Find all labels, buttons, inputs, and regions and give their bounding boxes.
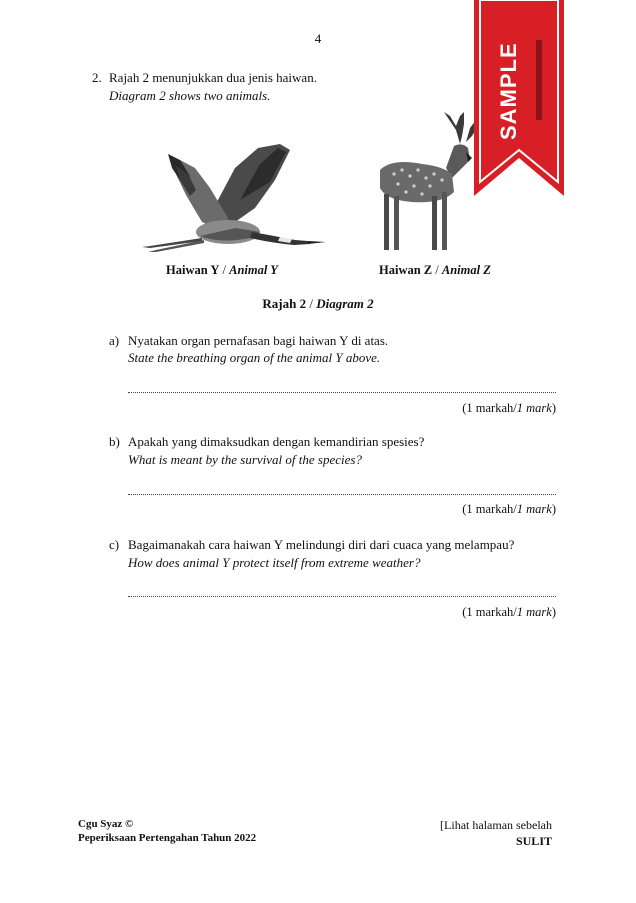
- caption-animal-y: Haiwan Y / Animal Y: [166, 263, 278, 277]
- subquestion-c-malay: Bagaimanakah cara haiwan Y melindungi diri dari cuaca yang melampau?: [128, 537, 515, 552]
- question-number: 2.: [92, 70, 102, 85]
- subquestion-c-english: How does animal Y protect itself from extreme weather?: [128, 555, 421, 570]
- question-intro-english: Diagram 2 shows two animals.: [109, 88, 271, 103]
- page-number: 4: [314, 31, 322, 46]
- answer-line-c[interactable]: [128, 596, 556, 597]
- footer-author: Cgu Syaz ©: [78, 818, 134, 830]
- footer-exam-name: Peperiksaan Pertengahan Tahun 2022: [78, 832, 257, 844]
- footer-next-page: [Lihat halaman sebelah: [440, 818, 552, 832]
- subquestion-c-letter: c): [109, 537, 120, 552]
- subquestion-a-malay: Nyatakan organ pernafasan bagi haiwan Y di atas.: [128, 333, 389, 348]
- sample-watermark-label: SAMPLE: [496, 42, 521, 140]
- deer-illustration: [372, 108, 482, 258]
- diagram-title: Rajah 2 / Diagram 2: [262, 296, 374, 311]
- mark-a: (1 markah/1 mark): [462, 401, 556, 415]
- subquestion-b-english: What is meant by the survival of the species?: [128, 452, 362, 467]
- subquestion-a-english: State the breathing organ of the animal Y above.: [128, 350, 381, 365]
- caption-animal-z: Haiwan Z / Animal Z: [379, 263, 491, 277]
- subquestion-a-letter: a): [109, 333, 120, 348]
- subquestion-b-malay: Apakah yang dimaksudkan dengan kemandirian spesies?: [128, 434, 425, 449]
- question-intro-malay: Rajah 2 menunjukkan dua jenis haiwan.: [109, 70, 317, 85]
- mark-c: (1 markah/1 mark): [462, 605, 556, 619]
- crane-illustration: [140, 140, 330, 258]
- answer-line-b[interactable]: [128, 494, 556, 495]
- footer-classification: SULIT: [515, 834, 552, 848]
- subquestion-b-letter: b): [109, 434, 120, 449]
- mark-b: (1 markah/1 mark): [462, 502, 556, 516]
- answer-line-a[interactable]: [128, 392, 556, 393]
